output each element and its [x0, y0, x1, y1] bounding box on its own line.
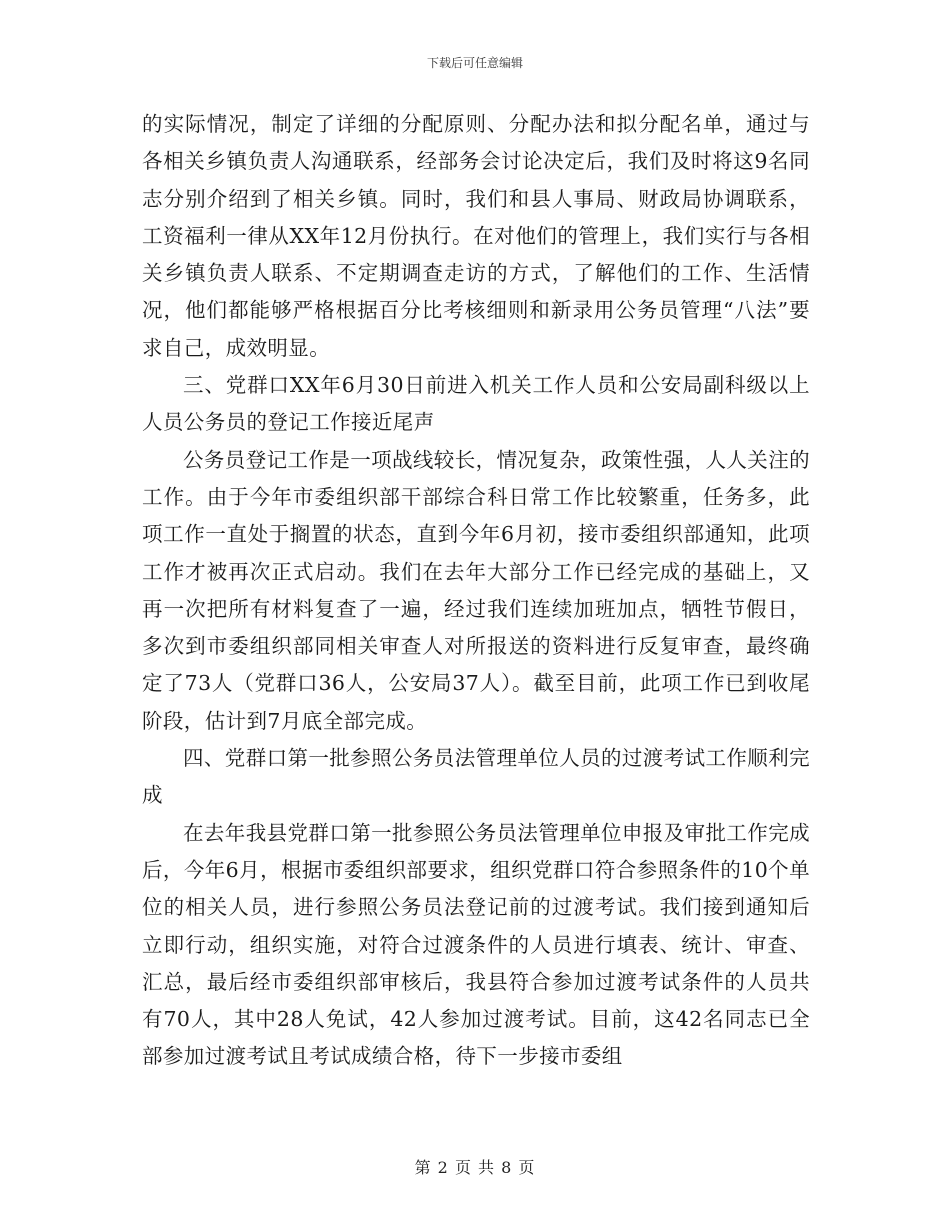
paragraph-transition-exam: 在去年我县党群口第一批参照公务员法管理单位申报及审批工作完成后，今年6月，根据市委组织部要求，组织党群口符合参照条件的10个单位的相关人员，进行参照公务员法登记前的过渡考试。我们接到通知后立即行动，组织实施，对符合过渡条件的人员进行填表、统计、审查、汇总，最后经市委组织部审核后，我县符合参加过渡考试条件的人员共有70人，其中28人免试，42人参加过渡考试。目前，这42名同志已全部参加过渡考试且考试成绩合格，待下一步接市委组	[142, 820, 810, 1069]
paragraph-registration: 公务员登记工作是一项战线较长，情况复杂，政策性强，人人关注的工作。由于今年市委组织部干部综合科日常工作比较繁重，任务多，此项工作一直处于搁置的状态，直到今年6月初，接市委组织部通知，此项工作才被再次正式启动。我们在去年大部分工作已经完成的基础上，又再一次把所有材料复查了一遍，经过我们连续加班加点，牺牲节假日，多次到市委组织部同相关审查人对所报送的资料进行反复审查，最终确定了73人（党群口36人，公安局37人）。截至目前，此项工作已到收尾阶段，估计到7月底全部完成。	[142, 447, 810, 733]
page-number: 第 2 页 共 8 页	[414, 1158, 536, 1177]
document-body	[142, 106, 810, 1076]
page-header-note: 下载后可任意编辑	[426, 56, 523, 70]
paragraph-continued: 的实际情况，制定了详细的分配原则、分配办法和拟分配名单，通过与各相关乡镇负责人沟通联系，经部务会讨论决定后，我们及时将这9名同志分别介绍到了相关乡镇。同时，我们和县人事局、财政局协调联系，工资福利一律从XX年12月份执行。在对他们的管理上，我们实行与各相关乡镇负责人联系、不定期调查走访的方式，了解他们的工作、生活情况，他们都能够严格根据百分比考核细则和新录用公务员管理“八法”要求自己，成效明显。	[142, 112, 810, 360]
section-heading-4: 四、党群口第一批参照公务员法管理单位人员的过渡考试工作顺利完成	[142, 746, 810, 808]
section-heading-3: 三、党群口XX年6月30日前进入机关工作人员和公安局副科级以上人员公务员的登记工作接近尾声	[142, 373, 810, 435]
